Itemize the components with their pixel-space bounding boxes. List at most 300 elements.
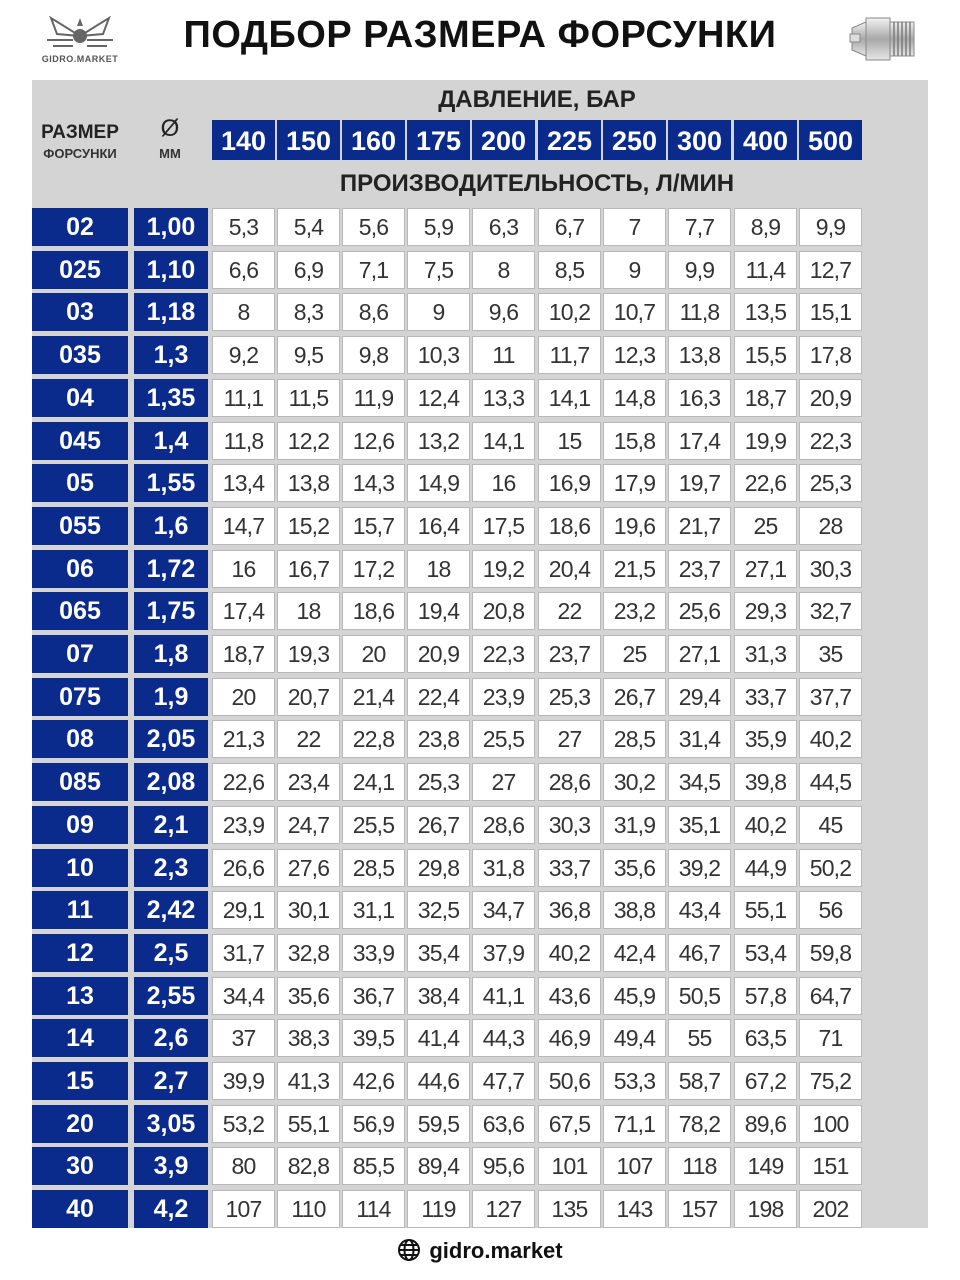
flow-value-cell: 6,6 [212, 251, 275, 289]
pressure-cell: 150 [277, 120, 340, 160]
flow-value-cell: 22,6 [212, 763, 275, 801]
nozzle-size-cell: 30 [32, 1147, 128, 1185]
flow-value-cell: 21,3 [212, 720, 275, 758]
flow-value-cell: 37,9 [472, 934, 535, 972]
flow-value-cell: 5,4 [277, 208, 340, 246]
diameter-cell: 1,00 [134, 208, 208, 246]
flow-value-cell: 11 [472, 336, 535, 374]
flow-value-cell: 27,6 [277, 849, 340, 887]
flow-value-cell: 39,2 [668, 849, 731, 887]
flow-value-cell: 25,5 [472, 720, 535, 758]
flow-value-cell: 11,1 [212, 379, 275, 417]
pressure-cell: 250 [603, 120, 666, 160]
flow-value-cell: 49,4 [603, 1019, 666, 1057]
flow-value-cell: 22,3 [472, 635, 535, 673]
flow-value-cell: 9,8 [342, 336, 405, 374]
pressure-cell: 400 [734, 120, 797, 160]
flow-value-cell: 23,8 [407, 720, 470, 758]
flow-value-cell: 20,7 [277, 678, 340, 716]
flow-value-cell: 27,1 [668, 635, 731, 673]
size-header-label: РАЗМЕР [41, 122, 119, 143]
flow-value-cell: 85,5 [342, 1147, 405, 1185]
flow-value-cell: 107 [212, 1190, 275, 1228]
flow-value-cell: 55,1 [734, 891, 797, 929]
flow-value-cell: 31,8 [472, 849, 535, 887]
flow-value-cell: 26,7 [603, 678, 666, 716]
nozzle-size-cell: 025 [32, 251, 128, 289]
flow-value-cell: 28,5 [603, 720, 666, 758]
flow-value-cell: 59,5 [407, 1105, 470, 1143]
nozzle-image [848, 10, 918, 68]
flow-value-cell: 33,9 [342, 934, 405, 972]
flow-value-cell: 11,7 [538, 336, 601, 374]
diameter-cell: 1,35 [134, 379, 208, 417]
flow-value-cell: 57,8 [734, 977, 797, 1015]
diameter-cell: 2,7 [134, 1062, 208, 1100]
flow-value-cell: 9,5 [277, 336, 340, 374]
flow-value-cell: 17,4 [212, 592, 275, 630]
flow-value-cell: 15,5 [734, 336, 797, 374]
pressure-cell: 160 [342, 120, 405, 160]
flow-value-cell: 36,8 [538, 891, 601, 929]
flow-value-cell: 46,9 [538, 1019, 601, 1057]
flow-value-cell: 36,7 [342, 977, 405, 1015]
flow-value-cell: 38,8 [603, 891, 666, 929]
flow-value-cell: 19,6 [603, 507, 666, 545]
size-header [32, 80, 128, 202]
flow-value-cell: 8,6 [342, 293, 405, 331]
flow-value-cell: 35,9 [734, 720, 797, 758]
flow-value-cell: 114 [342, 1190, 405, 1228]
flow-value-cell: 198 [734, 1190, 797, 1228]
flow-value-cell: 15 [538, 422, 601, 460]
flow-value-cell: 32,5 [407, 891, 470, 929]
diameter-cell: 3,05 [134, 1105, 208, 1143]
flow-value-cell: 11,8 [668, 293, 731, 331]
flow-value-cell: 89,6 [734, 1105, 797, 1143]
flow-value-cell: 16,7 [277, 550, 340, 588]
flow-value-cell: 44,5 [799, 763, 862, 801]
flow-value-cell: 17,9 [603, 464, 666, 502]
flow-value-cell: 47,7 [472, 1062, 535, 1100]
diameter-cell: 2,6 [134, 1019, 208, 1057]
flow-header: ПРОИЗВОДИТЕЛЬНОСТЬ, Л/МИН [212, 164, 862, 202]
flow-value-cell: 10,2 [538, 293, 601, 331]
flow-value-cell: 7,7 [668, 208, 731, 246]
flow-value-cell: 29,1 [212, 891, 275, 929]
flow-value-cell: 24,7 [277, 806, 340, 844]
nozzle-size-cell: 13 [32, 977, 128, 1015]
flow-value-cell: 78,2 [668, 1105, 731, 1143]
nozzle-size-cell: 04 [32, 379, 128, 417]
flow-value-cell: 6,7 [538, 208, 601, 246]
nozzle-size-cell: 075 [32, 678, 128, 716]
flow-value-cell: 39,8 [734, 763, 797, 801]
flow-value-cell: 149 [734, 1147, 797, 1185]
flow-value-cell: 9,2 [212, 336, 275, 374]
diameter-cell: 1,4 [134, 422, 208, 460]
nozzle-size-cell: 02 [32, 208, 128, 246]
flow-value-cell: 8,9 [734, 208, 797, 246]
flow-value-cell: 8 [212, 293, 275, 331]
flow-value-cell: 16,9 [538, 464, 601, 502]
flow-value-cell: 35,1 [668, 806, 731, 844]
flow-value-cell: 34,4 [212, 977, 275, 1015]
flow-value-cell: 8,3 [277, 293, 340, 331]
flow-value-cell: 23,4 [277, 763, 340, 801]
flow-value-cell: 9,6 [472, 293, 535, 331]
flow-value-cell: 19,4 [407, 592, 470, 630]
flow-value-cell: 11,5 [277, 379, 340, 417]
pressure-cell: 300 [668, 120, 731, 160]
flow-value-cell: 9 [603, 251, 666, 289]
flow-value-cell: 35,6 [277, 977, 340, 1015]
flow-value-cell: 37 [212, 1019, 275, 1057]
flow-value-cell: 13,2 [407, 422, 470, 460]
flow-value-cell: 101 [538, 1147, 601, 1185]
flow-value-cell: 50,2 [799, 849, 862, 887]
flow-value-cell: 20 [212, 678, 275, 716]
flow-value-cell: 80 [212, 1147, 275, 1185]
flow-value-cell: 38,3 [277, 1019, 340, 1057]
diameter-cell: 1,18 [134, 293, 208, 331]
flow-value-cell: 9,9 [668, 251, 731, 289]
flow-value-cell: 31,4 [668, 720, 731, 758]
nozzle-size-cell: 10 [32, 849, 128, 887]
nozzle-size-cell: 20 [32, 1105, 128, 1143]
flow-value-cell: 110 [277, 1190, 340, 1228]
flow-value-cell: 50,5 [668, 977, 731, 1015]
flow-value-cell: 89,4 [407, 1147, 470, 1185]
diameter-cell: 1,8 [134, 635, 208, 673]
flow-value-cell: 27 [472, 763, 535, 801]
flow-value-cell: 44,6 [407, 1062, 470, 1100]
flow-value-cell: 14,1 [472, 422, 535, 460]
flow-value-cell: 16,4 [407, 507, 470, 545]
flow-value-cell: 107 [603, 1147, 666, 1185]
globe-icon [397, 1238, 421, 1262]
flow-value-cell: 8 [472, 251, 535, 289]
flow-value-cell: 25,5 [342, 806, 405, 844]
flow-value-cell: 53,4 [734, 934, 797, 972]
brand-logo [40, 12, 120, 68]
flow-value-cell: 119 [407, 1190, 470, 1228]
flow-value-cell: 15,2 [277, 507, 340, 545]
flow-value-cell: 45,9 [603, 977, 666, 1015]
flow-value-cell: 23,2 [603, 592, 666, 630]
flow-value-cell: 20,9 [799, 379, 862, 417]
flow-value-cell: 63,5 [734, 1019, 797, 1057]
flow-value-cell: 34,7 [472, 891, 535, 929]
diameter-symbol-icon: Ø [160, 115, 180, 142]
flow-value-cell: 19,9 [734, 422, 797, 460]
flow-value-cell: 46,7 [668, 934, 731, 972]
flow-value-cell: 45 [799, 806, 862, 844]
flow-value-cell: 9,9 [799, 208, 862, 246]
flow-value-cell: 58,7 [668, 1062, 731, 1100]
flow-value-cell: 20,9 [407, 635, 470, 673]
flow-value-cell: 31,7 [212, 934, 275, 972]
diameter-cell: 2,55 [134, 977, 208, 1015]
flow-value-cell: 18 [277, 592, 340, 630]
diameter-cell: 1,9 [134, 678, 208, 716]
flow-value-cell: 143 [603, 1190, 666, 1228]
flow-value-cell: 17,5 [472, 507, 535, 545]
flow-value-cell: 23,9 [472, 678, 535, 716]
nozzle-size-cell: 045 [32, 422, 128, 460]
flow-value-cell: 16 [472, 464, 535, 502]
nozzle-size-cell: 40 [32, 1190, 128, 1228]
flow-value-cell: 67,2 [734, 1062, 797, 1100]
flow-value-cell: 15,1 [799, 293, 862, 331]
flow-value-cell: 7,1 [342, 251, 405, 289]
flow-value-cell: 24,1 [342, 763, 405, 801]
flow-value-cell: 33,7 [538, 849, 601, 887]
flow-value-cell: 40,2 [538, 934, 601, 972]
flow-value-cell: 25 [603, 635, 666, 673]
flow-value-cell: 56 [799, 891, 862, 929]
flow-value-cell: 32,8 [277, 934, 340, 972]
diameter-unit: ММ [159, 146, 181, 161]
flow-value-cell: 23,7 [538, 635, 601, 673]
flow-value-cell: 63,6 [472, 1105, 535, 1143]
flow-value-cell: 14,1 [538, 379, 601, 417]
pressure-header: ДАВЛЕНИЕ, БАР [212, 80, 862, 118]
flow-value-cell: 25,3 [799, 464, 862, 502]
flow-value-cell: 31,9 [603, 806, 666, 844]
pressure-cell: 225 [538, 120, 601, 160]
diameter-cell: 1,55 [134, 464, 208, 502]
flow-value-cell: 28 [799, 507, 862, 545]
flow-value-cell: 41,3 [277, 1062, 340, 1100]
flow-value-cell: 55 [668, 1019, 731, 1057]
diameter-cell: 1,75 [134, 592, 208, 630]
flow-value-cell: 67,5 [538, 1105, 601, 1143]
flow-value-cell: 34,5 [668, 763, 731, 801]
flow-value-cell: 8,5 [538, 251, 601, 289]
flow-value-cell: 28,5 [342, 849, 405, 887]
flow-value-cell: 33,7 [734, 678, 797, 716]
size-header-sublabel: ФОРСУНКИ [43, 146, 117, 161]
pressure-cell: 175 [407, 120, 470, 160]
flow-value-cell: 12,4 [407, 379, 470, 417]
diameter-cell: 1,10 [134, 251, 208, 289]
top-bar [0, 0, 960, 80]
flow-value-cell: 12,6 [342, 422, 405, 460]
flow-value-cell: 16,3 [668, 379, 731, 417]
flow-value-cell: 22,4 [407, 678, 470, 716]
flow-value-cell: 5,6 [342, 208, 405, 246]
flow-value-cell: 25,6 [668, 592, 731, 630]
page-title: ПОДБОР РАЗМЕРА ФОРСУНКИ [183, 14, 777, 56]
flow-value-cell: 22,8 [342, 720, 405, 758]
flow-value-cell: 20 [342, 635, 405, 673]
flow-value-cell: 18 [407, 550, 470, 588]
flow-value-cell: 95,6 [472, 1147, 535, 1185]
flow-value-cell: 27,1 [734, 550, 797, 588]
flow-value-cell: 6,3 [472, 208, 535, 246]
nozzle-size-cell: 055 [32, 507, 128, 545]
flow-value-cell: 14,8 [603, 379, 666, 417]
flow-value-cell: 26,6 [212, 849, 275, 887]
flow-value-cell: 37,7 [799, 678, 862, 716]
footer-url: gidro.market [429, 1238, 563, 1263]
flow-value-cell: 12,7 [799, 251, 862, 289]
flow-value-cell: 14,7 [212, 507, 275, 545]
flow-value-cell: 151 [799, 1147, 862, 1185]
flow-value-cell: 64,7 [799, 977, 862, 1015]
nozzle-size-cell: 12 [32, 934, 128, 972]
flow-value-cell: 17,2 [342, 550, 405, 588]
nozzle-size-cell: 06 [32, 550, 128, 588]
pressure-cell: 140 [212, 120, 275, 160]
flow-value-cell: 5,9 [407, 208, 470, 246]
diameter-cell: 1,72 [134, 550, 208, 588]
flow-value-cell: 30,3 [799, 550, 862, 588]
flow-value-cell: 5,3 [212, 208, 275, 246]
flow-value-cell: 82,8 [277, 1147, 340, 1185]
flow-value-cell: 42,6 [342, 1062, 405, 1100]
flow-value-cell: 20,8 [472, 592, 535, 630]
flow-value-cell: 21,7 [668, 507, 731, 545]
diameter-cell: 2,05 [134, 720, 208, 758]
flow-value-cell: 23,7 [668, 550, 731, 588]
flow-value-cell: 202 [799, 1190, 862, 1228]
flow-value-cell: 27 [538, 720, 601, 758]
footer [0, 1238, 960, 1264]
flow-value-cell: 127 [472, 1190, 535, 1228]
flow-value-cell: 19,7 [668, 464, 731, 502]
flow-value-cell: 26,7 [407, 806, 470, 844]
flow-value-cell: 12,3 [603, 336, 666, 374]
flow-value-cell: 30,3 [538, 806, 601, 844]
flow-value-cell: 10,3 [407, 336, 470, 374]
flow-value-cell: 15,8 [603, 422, 666, 460]
flow-value-cell: 14,9 [407, 464, 470, 502]
flow-value-cell: 9 [407, 293, 470, 331]
flow-value-cell: 11,9 [342, 379, 405, 417]
flow-value-cell: 55,1 [277, 1105, 340, 1143]
diameter-cell: 1,3 [134, 336, 208, 374]
flow-value-cell: 28,6 [472, 806, 535, 844]
logo-text: GIDRO.MARKET [41, 54, 119, 64]
flow-value-cell: 35,4 [407, 934, 470, 972]
flow-value-cell: 16 [212, 550, 275, 588]
diameter-cell: 2,42 [134, 891, 208, 929]
flow-value-cell: 23,9 [212, 806, 275, 844]
flow-value-cell: 30,1 [277, 891, 340, 929]
flow-value-cell: 40,2 [799, 720, 862, 758]
flow-value-cell: 22 [538, 592, 601, 630]
flow-value-cell: 59,8 [799, 934, 862, 972]
diameter-cell: 4,2 [134, 1190, 208, 1228]
flow-value-cell: 25 [734, 507, 797, 545]
flow-value-cell: 44,9 [734, 849, 797, 887]
flow-value-cell: 6,9 [277, 251, 340, 289]
flow-value-cell: 11,4 [734, 251, 797, 289]
nozzle-size-cell: 085 [32, 763, 128, 801]
flow-value-cell: 44,3 [472, 1019, 535, 1057]
flow-value-cell: 32,7 [799, 592, 862, 630]
flow-value-cell: 41,4 [407, 1019, 470, 1057]
flow-value-cell: 53,3 [603, 1062, 666, 1100]
flow-value-cell: 10,7 [603, 293, 666, 331]
flow-value-cell: 53,2 [212, 1105, 275, 1143]
flow-value-cell: 43,6 [538, 977, 601, 1015]
nozzle-size-cell: 15 [32, 1062, 128, 1100]
flow-value-cell: 25,3 [407, 763, 470, 801]
nozzle-size-cell: 08 [32, 720, 128, 758]
nozzle-size-cell: 05 [32, 464, 128, 502]
diameter-cell: 2,5 [134, 934, 208, 972]
pressure-cell: 500 [799, 120, 862, 160]
flow-value-cell: 56,9 [342, 1105, 405, 1143]
flow-value-cell: 118 [668, 1147, 731, 1185]
flow-value-cell: 25,3 [538, 678, 601, 716]
flow-value-cell: 43,4 [668, 891, 731, 929]
flow-value-cell: 18,6 [538, 507, 601, 545]
flow-value-cell: 100 [799, 1105, 862, 1143]
flow-value-cell: 71 [799, 1019, 862, 1057]
diameter-cell: 3,9 [134, 1147, 208, 1185]
flow-value-cell: 20,4 [538, 550, 601, 588]
flow-value-cell: 157 [668, 1190, 731, 1228]
flow-value-cell: 19,3 [277, 635, 340, 673]
diameter-cell: 2,1 [134, 806, 208, 844]
flow-value-cell: 21,4 [342, 678, 405, 716]
wing-emblem-icon [43, 12, 117, 52]
flow-value-cell: 71,1 [603, 1105, 666, 1143]
flow-value-cell: 75,2 [799, 1062, 862, 1100]
pressure-cell: 200 [472, 120, 535, 160]
flow-value-cell: 14,3 [342, 464, 405, 502]
flow-value-cell: 13,8 [277, 464, 340, 502]
flow-value-cell: 31,3 [734, 635, 797, 673]
flow-value-cell: 39,5 [342, 1019, 405, 1057]
nozzle-size-cell: 03 [32, 293, 128, 331]
nozzle-size-cell: 09 [32, 806, 128, 844]
flow-value-cell: 13,4 [212, 464, 275, 502]
flow-value-cell: 22 [277, 720, 340, 758]
flow-value-cell: 18,7 [734, 379, 797, 417]
flow-value-cell: 29,3 [734, 592, 797, 630]
flow-value-cell: 31,1 [342, 891, 405, 929]
flow-value-cell: 39,9 [212, 1062, 275, 1100]
diameter-cell: 1,6 [134, 507, 208, 545]
nozzle-size-cell: 11 [32, 891, 128, 929]
flow-value-cell: 13,3 [472, 379, 535, 417]
nozzle-size-cell: 065 [32, 592, 128, 630]
diameter-header [134, 80, 206, 202]
flow-value-cell: 12,2 [277, 422, 340, 460]
flow-value-cell: 7 [603, 208, 666, 246]
flow-value-cell: 18,7 [212, 635, 275, 673]
flow-value-cell: 30,2 [603, 763, 666, 801]
nozzle-size-cell: 14 [32, 1019, 128, 1057]
flow-value-cell: 17,8 [799, 336, 862, 374]
diameter-cell: 2,3 [134, 849, 208, 887]
flow-value-cell: 29,4 [668, 678, 731, 716]
flow-value-cell: 135 [538, 1190, 601, 1228]
flow-value-cell: 50,6 [538, 1062, 601, 1100]
nozzle-size-cell: 07 [32, 635, 128, 673]
flow-value-cell: 35,6 [603, 849, 666, 887]
flow-value-cell: 22,6 [734, 464, 797, 502]
flow-value-cell: 15,7 [342, 507, 405, 545]
flow-value-cell: 22,3 [799, 422, 862, 460]
flow-value-cell: 28,6 [538, 763, 601, 801]
flow-value-cell: 29,8 [407, 849, 470, 887]
